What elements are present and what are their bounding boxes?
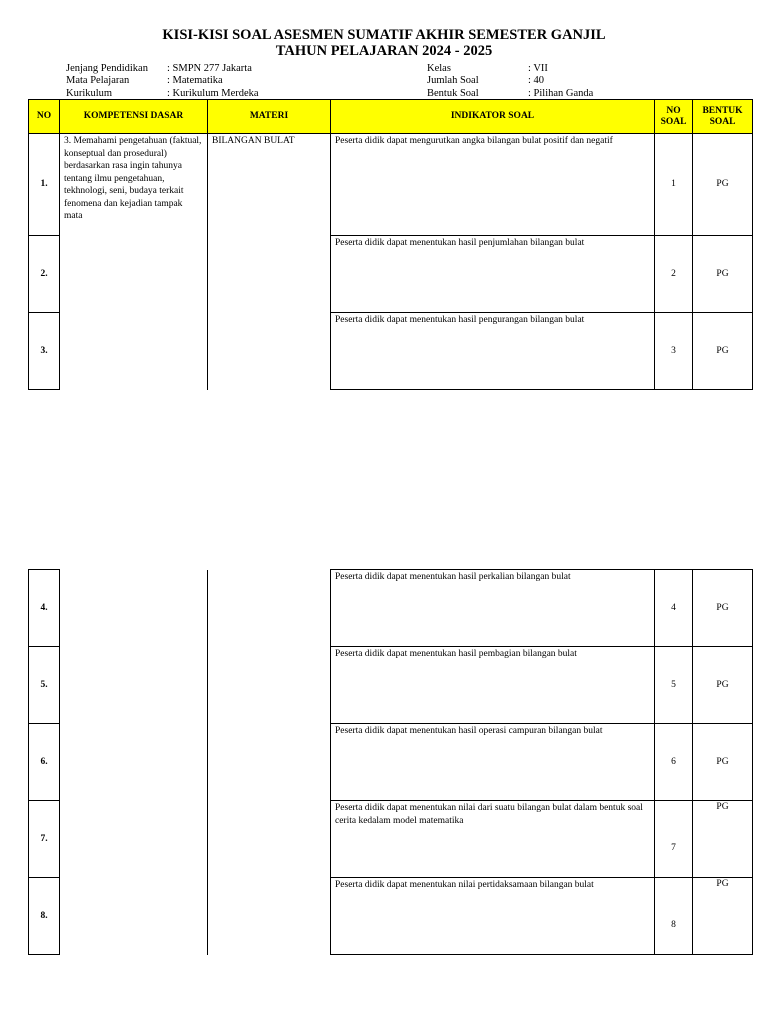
bentuk-soal-cell: PG xyxy=(693,647,753,724)
meta-kelas-value: : VII xyxy=(528,63,548,74)
no-soal-cell: 2 xyxy=(655,236,693,313)
meta-jenjang-label: Jenjang Pendidikan xyxy=(66,63,148,74)
no-soal-cell xyxy=(655,801,693,878)
row-number: 7. xyxy=(29,801,60,878)
bentuk-soal-value: PG xyxy=(716,802,729,812)
no-soal-cell: 6 xyxy=(655,724,693,801)
no-soal-cell: 3 xyxy=(655,313,693,390)
meta-bentuk-value: : Pilihan Ganda xyxy=(528,88,594,99)
meta-kelas-label: Kelas xyxy=(427,63,451,74)
kompetensi-dasar-cell: 3. Memahami pengetahuan (faktual, konseptual dan prosedural) berdasarkan rasa ingin tahunya tentang ilmu pengetahuan, tekhnologi, seni, budaya terkait fenomena dan kejadian tampak mata xyxy=(60,134,208,390)
row-number: 5. xyxy=(29,647,60,724)
table-row xyxy=(29,134,753,236)
indikator-cell: Peserta didik dapat mengurutkan angka bilangan bulat positif dan negatif xyxy=(331,134,655,236)
header-no: NO xyxy=(29,100,60,134)
bentuk-soal-cell xyxy=(693,801,753,878)
bentuk-soal-value: PG xyxy=(716,879,729,889)
indikator-cell: Peserta didik dapat menentukan hasil perkalian bilangan bulat xyxy=(331,570,655,647)
bentuk-soal-cell: PG xyxy=(693,724,753,801)
bentuk-soal-cell: PG xyxy=(693,570,753,647)
meta-jumlah-value: : 40 xyxy=(528,75,545,86)
kisi-kisi-table-page1 xyxy=(28,99,753,390)
kompetensi-dasar-continuation xyxy=(60,570,208,955)
row-number: 6. xyxy=(29,724,60,801)
meta-kurikulum-value: : Kurikulum Merdeka xyxy=(167,88,259,99)
header-bentuk-soal: BENTUK SOAL xyxy=(693,100,753,134)
meta-jumlah-label: Jumlah Soal xyxy=(427,75,479,86)
indikator-cell: Peserta didik dapat menentukan hasil pengurangan bilangan bulat xyxy=(331,313,655,390)
header-kompetensi-dasar: KOMPETENSI DASAR xyxy=(60,100,208,134)
row-number: 1. xyxy=(29,134,60,236)
indikator-cell: Peserta didik dapat menentukan nilai dari suatu bilangan bulat dalam bentuk soal cerita kedalam model matematika xyxy=(331,801,655,878)
header-no-soal: NO SOAL xyxy=(655,100,693,134)
table-header-row xyxy=(29,100,753,134)
indikator-cell: Peserta didik dapat menentukan nilai pertidaksamaan bilangan bulat xyxy=(331,878,655,955)
meta-mapel-value: : Matematika xyxy=(167,75,223,86)
no-soal-cell xyxy=(655,878,693,955)
no-soal-cell: 4 xyxy=(655,570,693,647)
no-soal-cell: 1 xyxy=(655,134,693,236)
meta-jenjang-value: : SMPN 277 Jakarta xyxy=(167,63,252,74)
no-soal-value: 7 xyxy=(671,842,676,853)
bentuk-soal-cell xyxy=(693,878,753,955)
no-soal-cell: 5 xyxy=(655,647,693,724)
indikator-cell: Peserta didik dapat menentukan hasil operasi campuran bilangan bulat xyxy=(331,724,655,801)
kisi-kisi-table-page2 xyxy=(28,569,753,955)
bentuk-soal-cell: PG xyxy=(693,236,753,313)
meta-mapel-label: Mata Pelajaran xyxy=(66,75,130,86)
indikator-cell: Peserta didik dapat menentukan hasil penjumlahan bilangan bulat xyxy=(331,236,655,313)
no-soal-value: 8 xyxy=(671,919,676,930)
meta-bentuk-label: Bentuk Soal xyxy=(427,88,479,99)
row-number: 3. xyxy=(29,313,60,390)
document-subtitle: TAHUN PELAJARAN 2024 - 2025 xyxy=(275,43,493,59)
meta-kurikulum-label: Kurikulum xyxy=(66,88,113,99)
bentuk-soal-cell: PG xyxy=(693,134,753,236)
bentuk-soal-cell: PG xyxy=(693,313,753,390)
document-title: KISI-KISI SOAL ASESMEN SUMATIF AKHIR SEMESTER GANJIL xyxy=(162,27,606,43)
indikator-cell: Peserta didik dapat menentukan hasil pembagian bilangan bulat xyxy=(331,647,655,724)
row-number: 8. xyxy=(29,878,60,955)
table-row xyxy=(29,570,753,647)
header-indikator-soal: INDIKATOR SOAL xyxy=(331,100,655,134)
materi-continuation xyxy=(208,570,331,955)
materi-cell: BILANGAN BULAT xyxy=(208,134,331,390)
row-number: 2. xyxy=(29,236,60,313)
row-number: 4. xyxy=(29,570,60,647)
header-materi: MATERI xyxy=(208,100,331,134)
